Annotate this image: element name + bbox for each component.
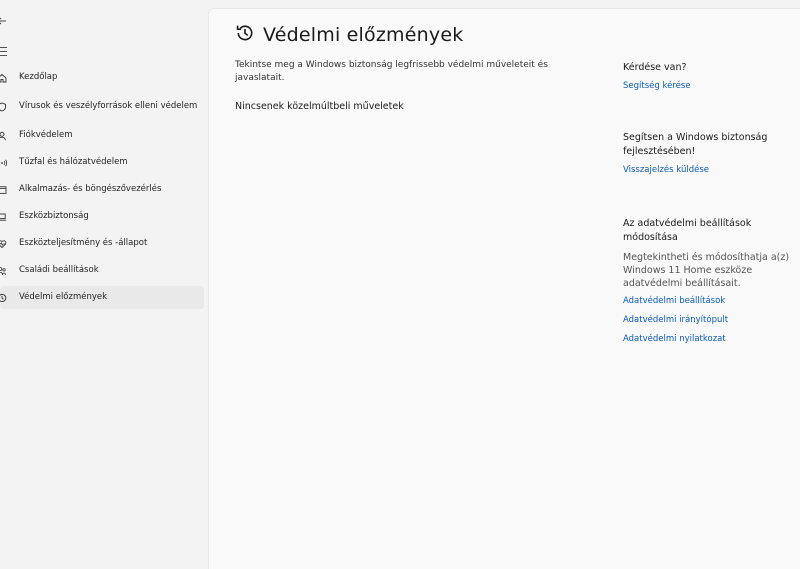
app-window-icon xyxy=(0,185,7,195)
back-button[interactable] xyxy=(0,14,16,32)
person-icon xyxy=(0,131,7,141)
sidebar-item-home[interactable] xyxy=(0,66,204,89)
privacy-settings-link[interactable]: Adatvédelmi beállítások xyxy=(623,296,726,306)
sidebar-item-app-browser-control[interactable] xyxy=(0,178,204,201)
sidebar-item-label: Fiókvédelem xyxy=(19,130,73,140)
back-arrow-icon xyxy=(0,16,8,30)
shield-icon xyxy=(0,102,7,112)
sidebar-item-label: Védelmi előzmények xyxy=(19,292,108,302)
sidebar-item-label: Vírusok és veszélyforrások elleni védelem xyxy=(19,101,198,111)
sidebar-item-label: Tűzfal és hálózatvédelem xyxy=(19,157,128,167)
privacy-dashboard-link[interactable]: Adatvédelmi irányítópult xyxy=(623,315,729,325)
sidebar-nav xyxy=(0,66,204,313)
sidebar-item-protection-history[interactable] xyxy=(0,286,204,309)
question-heading: Kérdése van? xyxy=(623,62,687,73)
home-icon xyxy=(0,73,7,83)
laptop-icon xyxy=(0,212,7,222)
improve-heading: Segítsen a Windows biztonság fejlesztésében! xyxy=(623,132,768,157)
privacy-statement-link[interactable]: Adatvédelmi nyilatkozat xyxy=(623,334,726,344)
empty-state-message: Nincsenek közelmúltbeli műveletek xyxy=(235,101,404,112)
page-description: Tekintse meg a Windows biztonság legfrissebb védelmi műveleteit és javaslatait. xyxy=(235,60,548,83)
privacy-text: Megtekintheti és módosíthatja a(z) Windows 11 Home eszköze adatvédelmi beállításait. xyxy=(623,252,790,289)
get-help-link[interactable]: Segítség kérése xyxy=(623,81,691,91)
sidebar-item-firewall[interactable] xyxy=(0,151,204,174)
sidebar-item-device-security[interactable] xyxy=(0,205,204,228)
sidebar-item-virus-protection[interactable] xyxy=(0,93,204,120)
sidebar-item-label: Kezdőlap xyxy=(19,72,58,82)
sidebar-item-label: Családi beállítások xyxy=(19,265,99,275)
sidebar-item-device-performance[interactable] xyxy=(0,232,204,255)
hamburger-icon xyxy=(0,47,13,56)
sidebar-item-label: Eszközbiztonság xyxy=(19,211,89,221)
history-icon xyxy=(0,293,7,303)
sidebar-item-account-protection[interactable] xyxy=(0,124,204,147)
history-icon xyxy=(235,23,255,47)
page-title: Védelmi előzmények xyxy=(263,24,464,46)
heart-pulse-icon xyxy=(0,239,7,249)
sidebar-item-label: Alkalmazás- és böngészővezérlés xyxy=(19,184,162,194)
side-panel xyxy=(623,61,793,353)
send-feedback-link[interactable]: Visszajelzés küldése xyxy=(623,165,709,175)
wifi-icon xyxy=(0,158,7,168)
family-icon xyxy=(0,266,7,276)
menu-button[interactable] xyxy=(0,44,13,58)
content-panel xyxy=(208,8,800,569)
privacy-heading: Az adatvédelmi beállítások módosítása xyxy=(623,218,752,243)
sidebar-item-family-options[interactable] xyxy=(0,259,204,282)
sidebar-item-label: Eszközteljesítmény és -állapot xyxy=(19,238,148,248)
page-header xyxy=(235,23,463,47)
